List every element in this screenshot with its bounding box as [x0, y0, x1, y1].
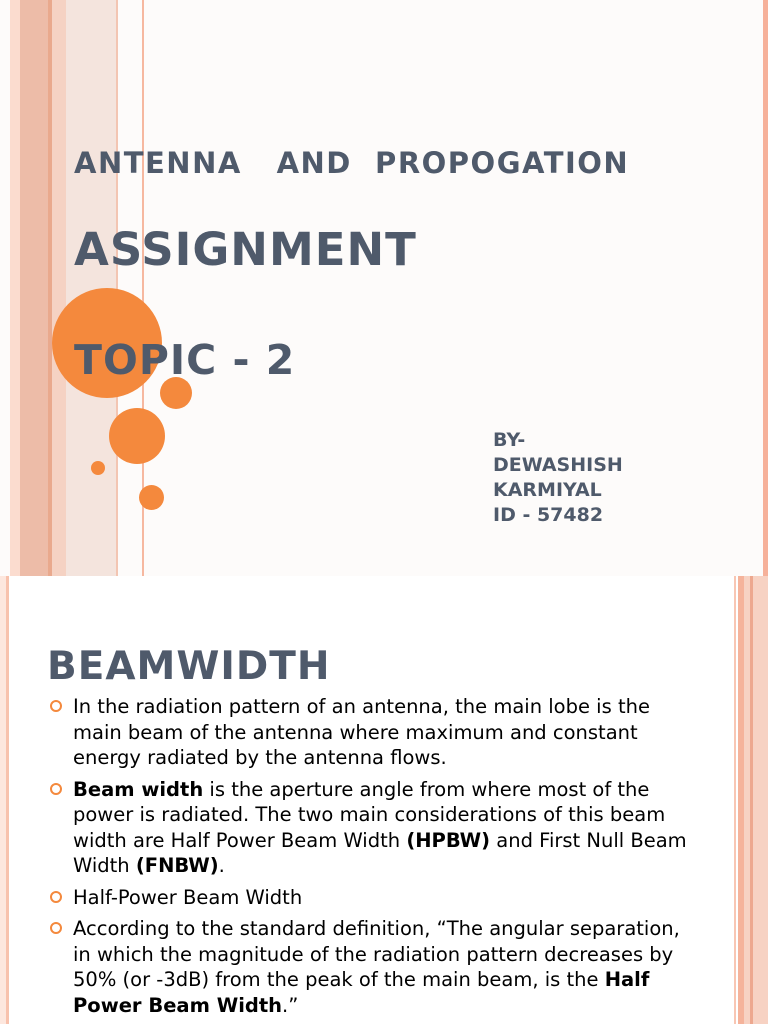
decorative-stripe: [750, 576, 753, 1024]
decorative-circle-medium: [109, 408, 165, 464]
author-first-name: DEWASHISH: [493, 454, 623, 476]
decorative-stripe: [52, 0, 66, 576]
bullet-icon: [50, 783, 62, 795]
author-by-label: BY-: [493, 429, 526, 451]
list-item: [48, 777, 688, 879]
decorative-stripe: [744, 576, 768, 1024]
list-item: [48, 694, 688, 771]
bullet-icon: [50, 922, 62, 934]
topic-title: TOPIC - 2: [74, 336, 296, 384]
author-last-name: KARMIYAL: [493, 479, 602, 501]
author-block: [493, 428, 623, 528]
decorative-circle-small: [139, 485, 164, 510]
abbr-fnbw: (FNBW): [135, 854, 219, 877]
decorative-circle-tiny: [91, 461, 105, 475]
bullet-text: According to the standard definition, “The angular separation, in which the magnitude of the radiation pattern decreases by 50% (or -3dB) from the peak of the main beam, is the: [73, 917, 680, 991]
decorative-stripe: [6, 576, 9, 1024]
bullet-text: is the aperture angle from where most of the power is radiated. The two main considerations of this beam width are Half Power Beam Width: [73, 777, 666, 852]
decorative-stripe: [10, 0, 20, 576]
bullet-list: [48, 694, 688, 1024]
term-half-power-beam-width: Half Power Beam Width: [73, 968, 650, 1017]
bullet-text: and First Null Beam Width: [73, 828, 687, 877]
list-item: [48, 885, 688, 911]
assignment-title: ASSIGNMENT: [74, 223, 417, 276]
bullet-text: .”: [282, 993, 299, 1017]
bullet-text: .: [218, 854, 225, 877]
bullet-text: Half-Power Beam Width: [73, 885, 303, 909]
decorative-stripe: [734, 576, 736, 1024]
decorative-stripe: [20, 0, 48, 576]
decorative-stripe: [763, 0, 768, 576]
bullet-text: In the radiation pattern of an antenna, the main lobe is the main beam of the antenna where maximum and constant energy radiated by the antenna flows.: [73, 695, 650, 769]
list-item: [48, 916, 688, 1018]
abbr-hpbw: (HPBW): [406, 828, 491, 852]
content-slide: [0, 576, 768, 1024]
course-title: ANTENNA AND PROPOGATION: [74, 146, 630, 180]
term-beam-width: Beam width: [73, 777, 204, 801]
author-id: ID - 57482: [493, 504, 604, 526]
slide-heading: BEAMWIDTH: [47, 644, 331, 689]
bullet-icon: [50, 700, 62, 712]
bullet-icon: [50, 891, 62, 903]
